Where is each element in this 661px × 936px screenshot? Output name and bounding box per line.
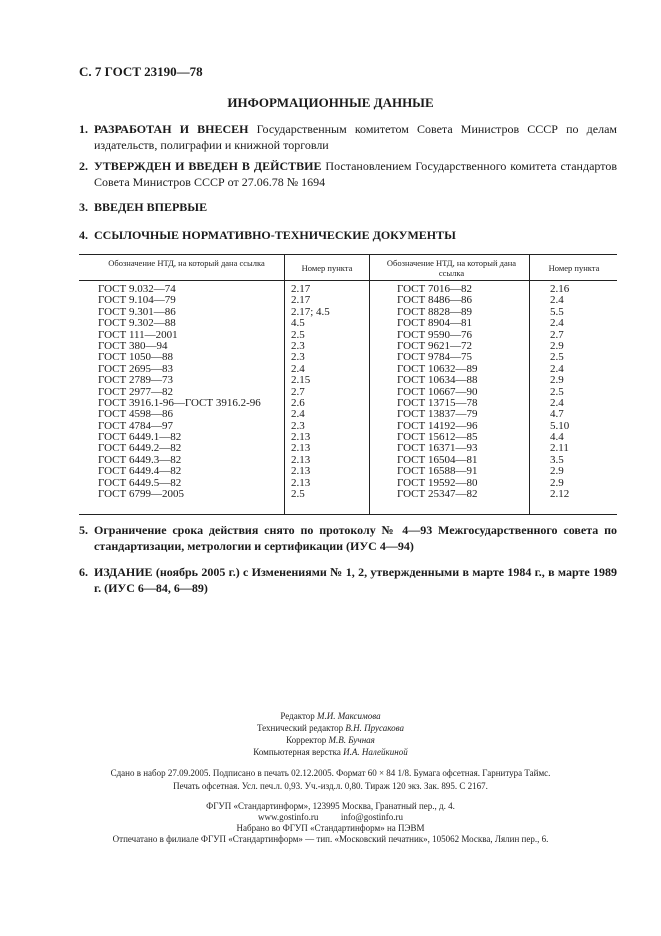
table-cell-document: ГОСТ 14192—96	[397, 419, 478, 432]
table-cell-document: ГОСТ 9.032—74	[98, 283, 176, 295]
column-doc-right	[397, 284, 477, 500]
table-cell-point: 2.13	[291, 476, 311, 489]
table-cell-point: 2.17; 4.5	[291, 305, 330, 318]
table-bottom-rule	[79, 514, 617, 515]
table-cell-document: ГОСТ 19592—80	[397, 476, 478, 489]
table-cell-document: ГОСТ 9.104—79	[98, 294, 176, 307]
reference-table	[79, 254, 617, 514]
table-cell-point: 2.9	[550, 476, 564, 489]
credit-name: М.В. Бучная	[328, 735, 375, 745]
table-cell-document: ГОСТ 7016—82	[397, 283, 472, 295]
item-6	[79, 564, 617, 596]
table-cell-document: ГОСТ 6449.5—82	[98, 476, 182, 489]
column-doc-left	[98, 284, 261, 500]
publisher-line: Отпечатано в филиале ФГУП «Стандартинформ» — тип. «Московский печатник», 105062 Москва, Лялин пер., 6.	[112, 834, 549, 844]
table-cell-document: ГОСТ 9590—76	[397, 328, 472, 341]
table-cell-point: 4.7	[550, 408, 564, 421]
table-cell-document: ГОСТ 2695—83	[98, 362, 173, 375]
table-cell-document: ГОСТ 4598—86	[98, 408, 173, 421]
header-doc-left: Обозначение НТД, на который дана ссылка	[108, 258, 265, 268]
table-cell-point: 5.5	[550, 305, 564, 318]
table-cell-point: 2.13	[291, 431, 311, 444]
table-divider	[369, 254, 370, 514]
table-top-rule	[79, 254, 617, 255]
table-cell-document: ГОСТ 3916.1-96—ГОСТ 3916.2-96	[98, 396, 261, 409]
table-cell-document: ГОСТ 8904—81	[397, 317, 472, 330]
item-number: 5.	[79, 523, 88, 537]
table-cell-document: ГОСТ 6449.2—82	[98, 442, 182, 455]
item-lead: ВВЕДЕН ВПЕРВЫЕ	[94, 200, 208, 214]
item-1	[79, 121, 617, 153]
credit-role: Редактор	[280, 711, 315, 721]
item-lead: УТВЕРЖДЕН И ВВЕДЕН В ДЕЙСТВИЕ	[94, 159, 322, 173]
table-cell-document: ГОСТ 8486—86	[397, 294, 472, 307]
table-cell-document: ГОСТ 16588—91	[397, 465, 478, 478]
item-text: (ноябрь 2005 г.) с Изменениями № 1, 2, утвержденными в марте 1984 г., в марте 1989 г. (ИУС 6—84, 6—89)	[94, 565, 617, 595]
credit-name: И.А. Налейкиной	[343, 747, 408, 757]
table-cell-point: 2.12	[550, 488, 570, 501]
table-cell-document: ГОСТ 4784—97	[98, 419, 173, 432]
table-cell-point: 5.10	[550, 419, 570, 432]
table-cell-point: 2.13	[291, 442, 311, 455]
item-text: Государственным комитетом Совета Министров СССР по делам издательств, полиграфии и книжной торговли	[94, 122, 617, 152]
table-cell-point: 3.5	[550, 453, 564, 466]
table-cell-point: 2.7	[291, 385, 305, 398]
item-lead: РАЗРАБОТАН И ВНЕСЕН	[94, 122, 249, 136]
table-cell-point: 2.13	[291, 465, 311, 478]
table-cell-document: ГОСТ 2789—73	[98, 374, 173, 387]
table-cell-document: ГОСТ 9784—75	[397, 351, 472, 364]
credit-role: Технический редактор	[256, 723, 344, 733]
table-cell-point: 2.13	[291, 453, 311, 466]
table-cell-point: 2.3	[291, 419, 305, 432]
table-cell-point: 2.4	[550, 317, 564, 330]
table-cell-document: ГОСТ 10634—88	[397, 374, 478, 387]
table-cell-point: 2.3	[291, 351, 305, 364]
table-divider	[529, 254, 530, 514]
table-cell-document: ГОСТ 13715—78	[397, 396, 478, 409]
table-cell-point: 2.16	[550, 283, 570, 295]
credit-name: М.И. Максимова	[317, 711, 381, 721]
table-cell-point: 2.4	[550, 362, 564, 375]
table-cell-point: 2.15	[291, 374, 311, 387]
table-cell-point: 2.6	[291, 396, 305, 409]
table-cell-document: ГОСТ 16504—81	[397, 453, 478, 466]
table-cell-point: 4.4	[550, 431, 564, 444]
table-cell-document: ГОСТ 8828—89	[397, 305, 472, 318]
item-number: 2.	[79, 159, 88, 173]
table-cell-point: 2.4	[550, 396, 564, 409]
column-point-right	[550, 284, 569, 500]
credit-role: Компьютерная верстка	[253, 747, 341, 757]
publisher-contacts: www.gostinfo.ru info@gostinfo.ru	[258, 812, 403, 822]
table-cell-point: 2.17	[291, 283, 311, 295]
table-cell-document: ГОСТ 15612—85	[397, 431, 478, 444]
table-cell-document: ГОСТ 2977—82	[98, 385, 173, 398]
item-number: 4.	[79, 228, 88, 242]
credit-line	[0, 711, 661, 722]
table-cell-point: 2.4	[291, 362, 305, 375]
header-point-left: Номер пункта	[301, 263, 353, 273]
table-cell-document: ГОСТ 111—2001	[98, 328, 178, 341]
table-cell-point: 2.5	[550, 385, 564, 398]
table-cell-point: 2.7	[550, 328, 564, 341]
table-cell-point: 2.9	[550, 465, 564, 478]
table-cell-point: 2.9	[550, 374, 564, 387]
credit-role: Корректор	[286, 735, 327, 745]
section-title: ИНФОРМАЦИОННЫЕ ДАННЫЕ	[227, 95, 434, 110]
item-number: 3.	[79, 200, 88, 214]
table-cell-point: 2.3	[291, 339, 305, 352]
table-cell-point: 2.4	[550, 294, 564, 307]
table-cell-document: ГОСТ 9.301—86	[98, 305, 176, 318]
table-cell-point: 2.4	[291, 408, 305, 421]
table-cell-document: ГОСТ 6449.3—82	[98, 453, 182, 466]
header-doc-right: Обозначение НТД, на который дана ссылка	[386, 258, 517, 278]
table-cell-point: 4.5	[291, 317, 305, 330]
table-cell-document: ГОСТ 9621—72	[397, 339, 472, 352]
publisher-line: ФГУП «Стандартинформ», 123995 Москва, Гранатный пер., д. 4.	[206, 801, 455, 811]
table-cell-document: ГОСТ 6449.1—82	[98, 431, 182, 444]
item-2	[79, 158, 617, 190]
item-lead: ССЫЛОЧНЫЕ НОРМАТИВНО-ТЕХНИЧЕСКИЕ ДОКУМЕНТЫ	[94, 228, 456, 242]
table-cell-document: ГОСТ 25347—82	[397, 488, 478, 501]
publisher-line: Набрано во ФГУП «Стандартинформ» на ПЭВМ	[236, 823, 425, 833]
item-5	[79, 522, 617, 554]
item-3	[79, 199, 617, 215]
table-cell-document: ГОСТ 10667—90	[397, 385, 478, 398]
table-cell-point: 2.17	[291, 294, 311, 307]
credit-line	[0, 747, 661, 758]
item-4	[79, 227, 617, 243]
print-info-line: Печать офсетная. Усл. печ.л. 0,93. Уч.-изд.л. 0,80. Тираж 120 экз. Зак. 895. С 2167.	[173, 781, 488, 791]
table-divider	[284, 254, 285, 514]
table-cell-document: ГОСТ 380—94	[98, 339, 168, 352]
table-cell-document: ГОСТ 9.302—88	[98, 317, 176, 330]
table-cell-document: ГОСТ 1050—88	[98, 351, 173, 364]
table-cell-document: ГОСТ 16371—93	[397, 442, 478, 455]
page-header: С. 7 ГОСТ 23190—78	[79, 64, 203, 79]
table-cell-document: ГОСТ 6799—2005	[98, 488, 184, 501]
credit-line	[0, 735, 661, 746]
table-cell-point: 2.5	[291, 488, 305, 501]
table-cell-point: 2.9	[550, 339, 564, 352]
item-text: Ограничение срока действия снято по протоколу № 4—93 Межгосударственного совета по стандартизации, метрологии и сертификации (ИУС 4—94)	[94, 523, 617, 553]
header-point-right: Номер пункта	[548, 263, 600, 273]
print-info-line: Сдано в набор 27.09.2005. Подписано в печать 02.12.2005. Формат 60 × 84 1/8. Бумага офсетная. Гарнитура Таймс.	[110, 768, 551, 778]
item-text: Постановлением Государственного комитета стандартов Совета Министров СССР от 27.06.78 № 1694	[94, 159, 617, 189]
credit-line	[0, 723, 661, 734]
table-header-rule	[79, 280, 617, 281]
item-lead: ИЗДАНИЕ	[94, 565, 153, 579]
table-cell-document: ГОСТ 13837—79	[397, 408, 478, 421]
column-point-left	[291, 284, 330, 500]
table-cell-point: 2.11	[550, 442, 569, 455]
item-number: 6.	[79, 565, 88, 579]
table-cell-point: 2.5	[550, 351, 564, 364]
table-cell-document: ГОСТ 10632—89	[397, 362, 478, 375]
table-cell-document: ГОСТ 6449.4—82	[98, 465, 182, 478]
item-number: 1.	[79, 122, 88, 136]
table-cell-point: 2.5	[291, 328, 305, 341]
credit-name: В.Н. Прусакова	[345, 723, 405, 733]
